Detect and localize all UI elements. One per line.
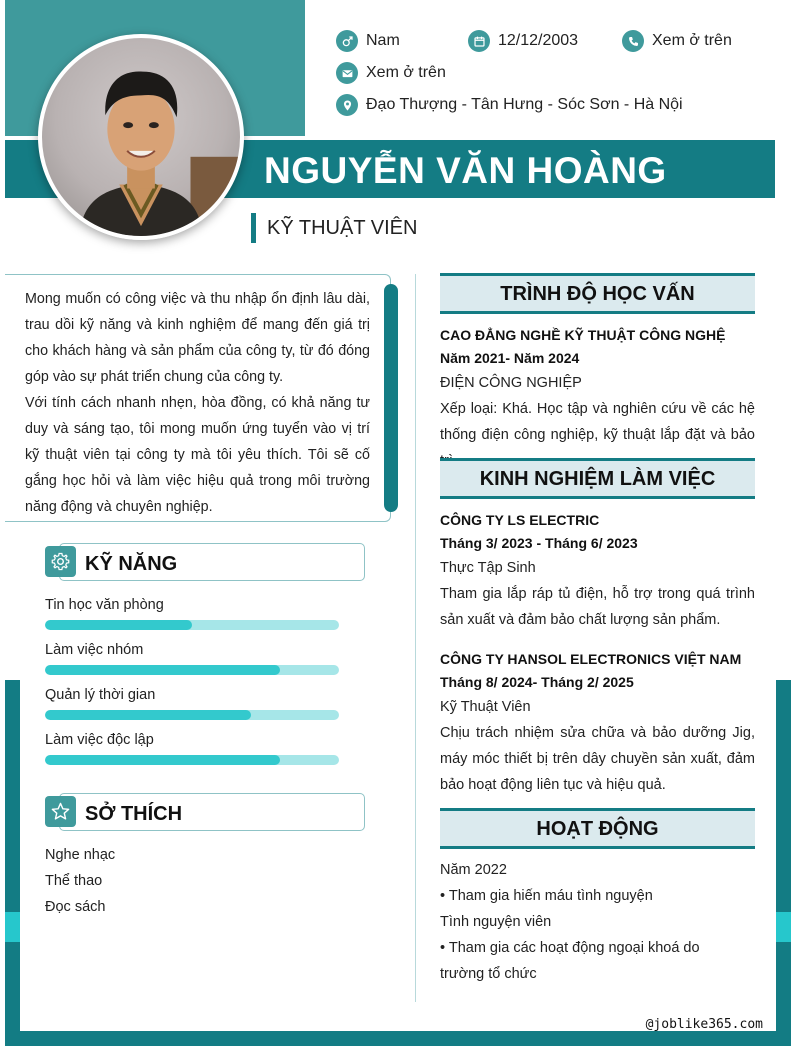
skill-bar-track [45,710,339,720]
job-title [251,213,417,243]
phone-icon [622,30,644,52]
skill-item [45,685,339,720]
job-description: Chịu trách nhiệm sửa chữa và bảo dưỡng Jig, máy móc thiết bị trên dây chuyền sản xuất, đảm bảo hoạt động liên tục và hiệu quả. [440,725,755,793]
skill-bar-track [45,665,339,675]
location-pin-icon [336,94,358,116]
education-heading: TRÌNH ĐỘ HỌC VẤN [440,273,755,314]
person-photo-icon [42,38,240,236]
skill-label: Làm việc độc lập [45,732,154,748]
contact-phone[interactable] [622,28,732,54]
activity-item: • Tham gia các hoạt động ngoại khoá do trường tổ chức [440,940,700,982]
job-period: Tháng 8/ 2024- Tháng 2/ 2025 [440,674,634,690]
contact-birthday [468,28,578,54]
skill-label: Tin học văn phòng [45,597,164,613]
education-school: CAO ĐẲNG NGHỀ KỸ THUẬT CÔNG NGHỆ [440,327,726,343]
job-period: Tháng 3/ 2023 - Tháng 6/ 2023 [440,535,638,551]
objective-paragraph-1: Mong muốn có công việc và thu nhập ổn định lâu dài, trau dồi kỹ năng và kinh nghiệm để mang đến giá trị cho khách hàng và sản phẩm của công ty, từ đó đóng góp vào sự phát triển chung của công ty. [25,291,370,385]
hobbies-heading [45,793,365,831]
education-description: Xếp loại: Khá. Học tập và nghiên cứu về các hệ thống điện công nghiệp, kỹ thuật lắp đặt và bảo [440,401,755,443]
hobbies-heading-text: SỞ THÍCH [85,803,183,825]
job-company: CÔNG TY LS ELECTRIC [440,512,600,528]
skill-bar-fill [45,620,192,630]
activities-heading: HOẠT ĐỘNG [440,808,755,849]
star-icon [45,796,76,827]
job-title-text: KỸ THUẬT VIÊN [267,217,418,239]
skill-bar-track [45,620,339,630]
skills-heading [45,543,365,581]
hobby-item: Đọc sách [45,899,106,915]
career-objective [5,274,391,522]
skill-bar-fill [45,665,280,675]
skill-item [45,730,339,765]
skill-bar-fill [45,755,280,765]
skill-bar-fill [45,710,251,720]
address-value: Đạo Thượng - Tân Hưng - Sóc Sơn - Hà Nội [366,96,683,113]
skill-bar-track [45,755,339,765]
objective-scroll-accent [384,284,398,512]
right-edge-decoration [776,680,791,1046]
skill-label: Quản lý thời gian [45,687,156,703]
right-edge-accent [776,912,791,942]
phone-value: Xem ở trên [652,32,732,49]
email-icon [336,62,358,84]
activity-role: Tình nguyện viên [440,914,552,930]
full-name: NGUYỄN VĂN HOÀNG [264,150,667,191]
left-edge-decoration [5,680,20,1046]
job-role: Thực Tập Sinh [440,560,536,576]
profile-photo [38,34,244,240]
email-value: Xem ở trên [366,64,446,81]
left-edge-accent [5,912,20,942]
column-divider [415,274,416,1002]
skills-heading-text: KỸ NĂNG [85,553,178,575]
gender-icon [336,30,358,52]
birthday-value: 12/12/2003 [498,32,579,49]
gender-value: Nam [366,32,400,49]
activity-item: • Tham gia hiến máu tình nguyện [440,888,653,904]
calendar-icon [468,30,490,52]
site-watermark: @joblike365.com [645,1017,763,1032]
experience-heading: KINH NGHIỆM LÀM VIỆC [440,458,755,499]
objective-paragraph-2: Với tính cách nhanh nhẹn, hòa đồng, có khả năng tư duy và sáng tạo, tôi mong muốn ứng tuyển vào vị trí kỹ thuật viên tại công ty mà tôi yêu thích. Tôi sẽ cố gắng học hỏi và làm việc hiệu quả trong môi trường năng động và chuyên nghiệp. [25,395,370,515]
contact-gender [336,28,400,54]
activity-year: Năm 2022 [440,862,507,878]
job-description: Tham gia lắp ráp tủ điện, hỗ trợ trong quá trình sản xuất và đảm bảo chất lượng sản phẩm. [440,586,755,628]
job-role: Kỹ Thuật Viên [440,699,531,715]
education-major: ĐIỆN CÔNG NGHIỆP [440,375,582,391]
skill-item [45,640,339,675]
skill-item [45,595,339,630]
hobby-item: Nghe nhạc [45,847,116,863]
hobby-item: Thể thao [45,873,103,889]
gear-icon [45,546,76,577]
contact-address [336,92,683,118]
job-company: CÔNG TY HANSOL ELECTRONICS VIỆT NAM [440,651,742,667]
education-period: Năm 2021- Năm 2024 [440,350,580,366]
bottom-edge-decoration [5,1031,791,1046]
contact-email[interactable] [336,60,446,86]
skill-label: Làm việc nhóm [45,642,144,658]
